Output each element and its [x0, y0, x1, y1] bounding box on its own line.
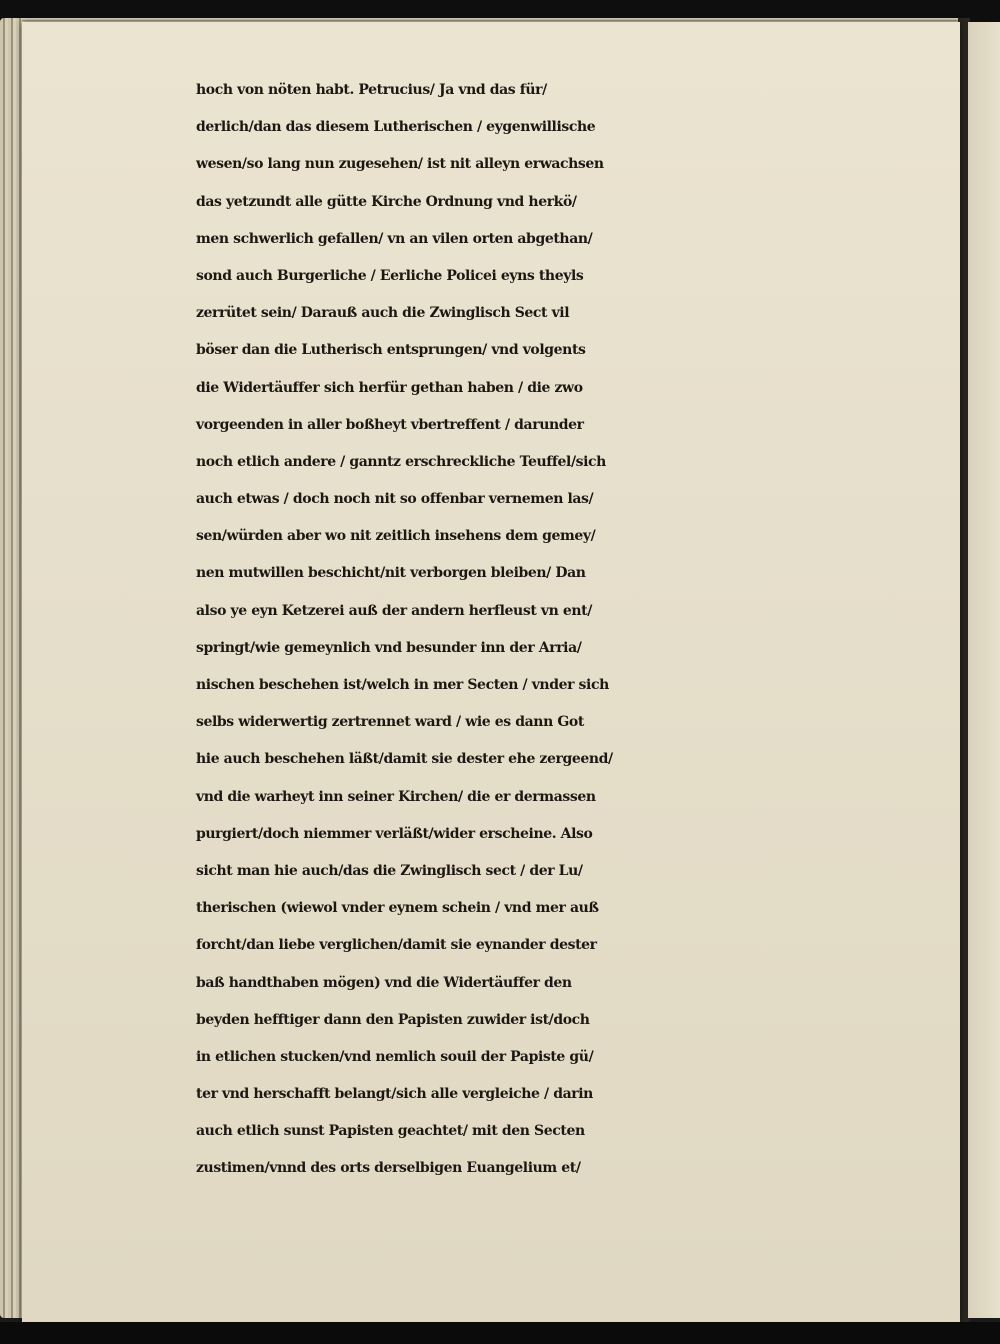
text-line: zerrütet sein/ Darauß auch die Zwinglisch Sect vil [196, 305, 570, 322]
text-block [196, 72, 916, 1188]
text-line: ter vnd herschafft belangt/sich alle vergleiche / darin [196, 1086, 593, 1103]
text-line: wesen/so lang nun zugesehen/ ist nit alleyn erwachsen [196, 156, 604, 173]
text-line: beyden hefftiger dann den Papisten zuwider ist/doch [196, 1011, 590, 1028]
text-line: sond auch Burgerliche / Eerliche Policei eyns theyls [196, 267, 584, 284]
text-line: sicht man hie auch/das die Zwinglisch sect / der Lu/ [196, 862, 583, 879]
text-line: baß handthaben mögen) vnd die Widertäuffer den [196, 974, 572, 991]
text-line: das yetzundt alle gütte Kirche Ordnung vnd herkö/ [196, 193, 577, 210]
text-line: nischen beschehen ist/welch in mer Secten / vnder sich [196, 677, 609, 693]
text-line: die Widertäuffer sich herfür gethan haben / die zwo [196, 379, 583, 396]
text-line: sen/würden aber wo nit zeitlich insehens dem gemey/ [196, 528, 596, 545]
text-line: purgiert/doch niemmer verläßt/wider erscheine. Also [196, 825, 593, 842]
text-line: vorgeenden in aller boßheyt vbertreffent / darunder [196, 416, 584, 433]
text-line: noch etlich andere / ganntz erschreckliche Teuffel/sich [196, 453, 606, 470]
text-line: auch etlich sunst Papisten geachtet/ mit den Secten [196, 1123, 585, 1140]
text-line: vnd die warheyt inn seiner Kirchen/ die er dermassen [196, 788, 596, 805]
text-line: forcht/dan liebe verglichen/damit sie eynander dester [196, 937, 597, 954]
text-line: hie auch beschehen läßt/damit sie dester ehe zergeend/ [196, 751, 613, 768]
text-line: zustimen/vnnd des orts derselbigen Euangelium et/ [196, 1160, 581, 1177]
text-line: nen mutwillen beschicht/nit verborgen bleiben/ Dan [196, 565, 586, 582]
text-line: springt/wie gemeynlich vnd besunder inn der Arria/ [196, 639, 582, 656]
text-line: selbs widerwertig zertrennet ward / wie es dann Got [196, 714, 584, 731]
text-line: derlich/dan das diesem Lutherischen / eygenwillische [196, 119, 596, 136]
text-line: böser dan die Lutherisch entsprungen/ vnd volgents [196, 342, 586, 359]
text-line: hoch von nöten habt. Petrucius/ Ja vnd das für/ [196, 82, 547, 98]
facing-page-edge [968, 22, 1000, 1318]
text-line: therischen (wiewol vnder eynem schein / vnd mer auß [196, 900, 599, 917]
text-line: auch etwas / doch noch nit so offenbar vernemen las/ [196, 491, 594, 508]
text-line: in etlichen stucken/vnd nemlich souil der Papiste gü/ [196, 1048, 594, 1065]
scan-bottom-border [0, 1322, 1000, 1344]
text-line: men schwerlich gefallen/ vn an vilen orten abgethan/ [196, 230, 593, 247]
text-line: also ye eyn Ketzerei auß der andern herfleust vn ent/ [196, 602, 592, 619]
